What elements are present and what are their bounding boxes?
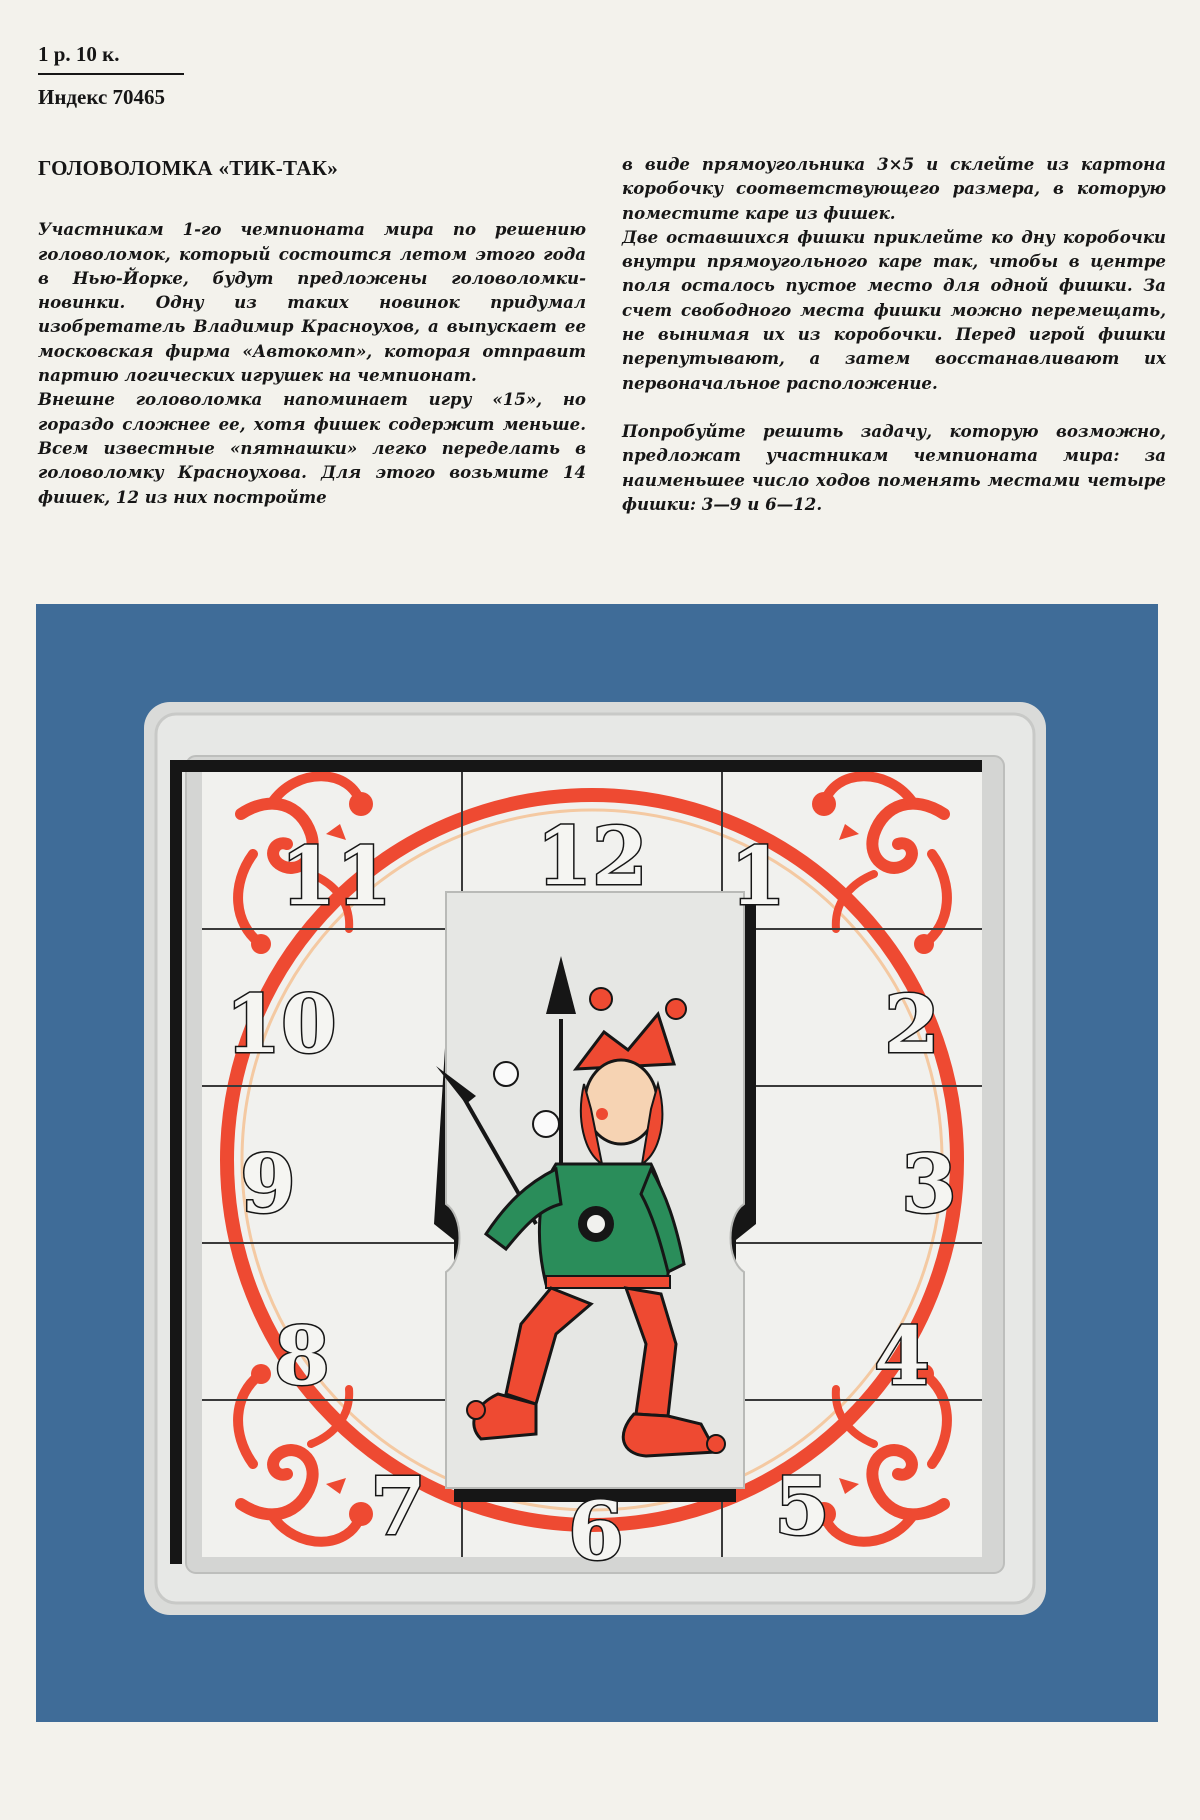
article-task: Попробуйте решить задачу, которую возможно, предложат участникам чемпионата мира: за наименьшее число ходов поменять местами четыре фишки: 3—9 и 6—12. [622,420,1166,514]
clock-number-9: 9 [240,1137,296,1231]
clock-number-8: 8 [274,1309,330,1403]
article-right-column [622,152,1166,516]
clock-number-3: 3 [901,1137,957,1231]
clock-number-2: 2 [884,977,940,1071]
puzzle-illustration [36,604,1158,1722]
clock-number-7: 7 [370,1459,426,1553]
moving-tile [434,892,756,1502]
clock-number-10: 10 [225,977,337,1071]
puzzle-photo [36,604,1158,1722]
clock-number-12: 12 [536,809,648,903]
price-block [38,40,184,111]
price-rule [38,73,184,75]
clock-number-4: 4 [874,1309,930,1403]
clock-number-6: 6 [568,1484,624,1578]
article-left-column [38,152,586,509]
clock-number-1: 1 [730,829,786,923]
clock-number-11: 11 [280,829,392,923]
index-number: Индекс 70465 [38,85,166,109]
article-paragraph: в виде прямоугольника 3×5 и склейте из картона коробочку соответствующего размера, в которую поместите каре из фишек. [622,154,1166,223]
article-headline: ГОЛОВОЛОМКА «ТИК-ТАК» [38,156,339,180]
price: 1 р. 10 к. [38,42,120,66]
article-paragraph: Участникам 1-го чемпионата мира по решению головоломок, который состоится летом этого года в Нью-Йорке, будут предложены головоломки-новинки. Одну из таких новинок придумал изобретатель Владимир Красноухов, а выпускает ее московская фирма «Автокомп», которая отправит партию логических игрушек на чемпионат. [38,219,586,386]
article-paragraph: Внешне головоломка напоминает игру «15», но гораздо сложнее ее, хотя фишек содержит меньше. Всем известные «пятнашки» легко переделать в головоломку Красноухова. Для этого возьмите 14 фишек, 12 из них постройте [38,389,586,507]
clock-number-5: 5 [774,1459,830,1553]
article-paragraph: Две оставшихся фишки приклейте ко дну коробочки внутри прямоугольного каре так, чтобы в центре поля осталось пустое место для одной фишки. За счет свободного места фишки можно перемещать, не вынимая их из коробочки. Перед игрой фишки перепутывают, а затем восстанавливают их первоначальное расположение. [622,226,1166,393]
